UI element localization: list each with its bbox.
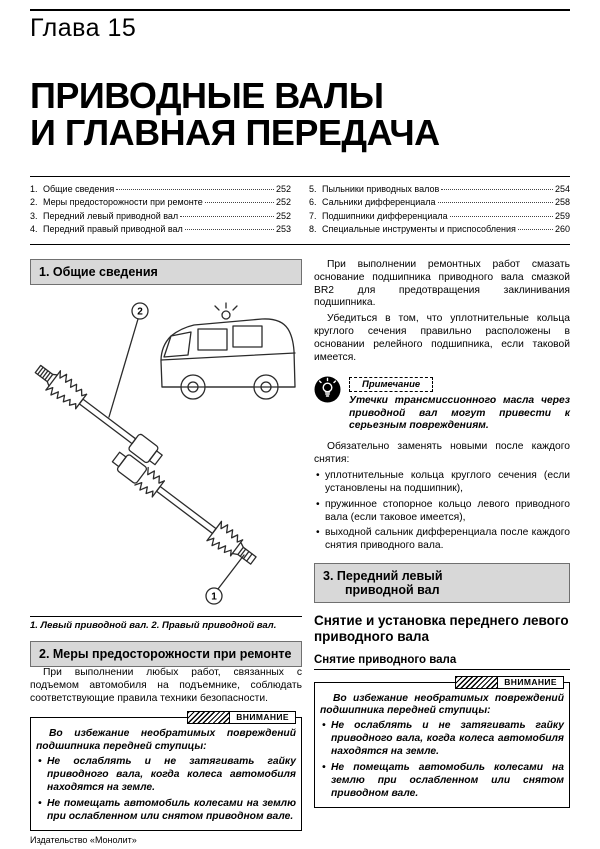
toc-leader [438, 202, 553, 203]
section-1-title: 1. Общие сведения [39, 264, 158, 279]
list-item-text: уплотнительные кольца круглого сечения (если установлены на подшипник), [325, 470, 570, 494]
toc-leader [116, 189, 274, 190]
paragraph: При выполнении любых работ, связанных с подъемом автомобиля на подъемнике, соблюдать соответствующие правила техники безопасности. [30, 666, 302, 704]
toc-entry [309, 210, 570, 224]
toc-entry-page: 252 [275, 197, 291, 208]
driveshaft-figure [30, 289, 302, 631]
warning-list-item-text: Не ослаблять и не затягивать гайку приводного вала, когда колеса автомобиля находятся на земле. [331, 720, 564, 758]
paragraph: Убедиться в том, что уплотнительные кольца круглого сечения правильно расположены в основании релейного подшипника, если таковой имеется. [314, 313, 570, 363]
chapter-heading: Глава 15 [30, 14, 137, 42]
toc-entry-label: Общие сведения [43, 183, 115, 194]
warning-box [314, 676, 570, 809]
paragraph: При выполнении ремонтных работ смазать основание подшипника приводного вала смазкой BR2 для предотвращения заклинивания подшипника. [314, 258, 570, 309]
callout-2 [109, 303, 148, 417]
page-title [30, 77, 570, 152]
note-text: Утечки трансмиссионного масла через приводной вал могут привести к серьезным повреждениям. [349, 394, 570, 432]
section-3-title: 3. Передний левый приводной вал [323, 569, 443, 598]
toc-entry-label: Подшипники дифференциала [322, 210, 448, 221]
list-item-text: пружинное стопорное кольцо левого приводного вала (если таковое имеется), [325, 498, 570, 523]
section-2-header [30, 641, 302, 667]
section-2-title: 2. Меры предосторожности при ремонте [39, 646, 292, 661]
procedure-heading: Снятие приводного вала [314, 654, 570, 670]
section-3-header [314, 563, 570, 603]
toc-entry-label: Пыльники приводных валов [322, 183, 440, 194]
toc-entry-number: 7. [309, 210, 317, 221]
right-column [314, 259, 570, 832]
toc-entry-label: Специальные инструменты и приспособления [322, 224, 516, 235]
warning-label: ВНИМАНИЕ [497, 676, 564, 689]
van-sketch [161, 303, 295, 399]
warning-box [30, 712, 302, 831]
warning-list-item [36, 798, 296, 824]
toc-entry [30, 196, 291, 210]
note-body [349, 374, 570, 434]
section-1-header [30, 259, 302, 285]
toc-entry-page: 254 [554, 183, 570, 194]
warning-stripes-icon [187, 711, 229, 724]
page-title-line2: И ГЛАВНАЯ ПЕРЕДАЧА [30, 112, 440, 154]
warning-list-item-text: Не помещать автомобиль колесами на землю при ослабленном или снятом приводном вале. [47, 797, 296, 822]
note-box [314, 374, 570, 434]
toc-entry-page: 252 [275, 183, 291, 194]
list-item-text: выходной сальник дифференциала после каждого снятия приводного вала. [325, 527, 570, 552]
toc-leader [441, 189, 553, 190]
toc-entry [30, 183, 291, 197]
left-column [30, 259, 302, 832]
toc-entry-label: Меры предосторожности при ремонте [43, 197, 203, 208]
list-item [314, 527, 570, 553]
warning-intro: Во избежание необратимых повреждений подшипника передней ступицы: [36, 728, 296, 753]
toc-leader [450, 216, 553, 217]
warning-list-item [36, 756, 296, 795]
page-title-line1: ПРИВОДНЫЕ ВАЛЫ [30, 75, 384, 116]
toc-leader [185, 229, 274, 230]
toc-entry-page: 252 [275, 210, 291, 221]
note-label: Примечание [349, 377, 433, 392]
subsection-heading: Снятие и установка переднего левого приводного вала [314, 613, 569, 645]
warning-list-item [320, 762, 564, 801]
warning-label: ВНИМАНИЕ [229, 711, 296, 724]
toc-entry-label: Сальники дифференциала [322, 197, 436, 208]
toc-entry-label: Передний левый приводной вал [43, 210, 179, 221]
warning-tag [455, 676, 564, 689]
figure-caption: 1. Левый приводной вал. 2. Правый приводной вал. [30, 616, 302, 631]
content-columns [30, 259, 570, 832]
table-of-contents [30, 176, 570, 245]
toc-entry [30, 210, 291, 224]
list-item [314, 499, 570, 525]
toc-entry [309, 183, 570, 197]
warning-list-item-text: Не ослаблять и не затягивать гайку приводного вала, когда колеса автомобиля находятся на земле. [47, 756, 296, 793]
toc-entry-number: 8. [309, 224, 317, 235]
toc-leader [518, 229, 553, 230]
callout-2-label: 2 [137, 306, 143, 318]
top-rule [30, 9, 570, 11]
lightbulb-icon [314, 376, 341, 403]
toc-entry-label: Передний правый приводной вал [43, 224, 183, 235]
toc-entry [309, 196, 570, 210]
toc-entry [30, 223, 291, 237]
toc-entry-page: 259 [554, 210, 570, 221]
toc-entry-number: 2. [30, 197, 38, 208]
toc-entry [309, 223, 570, 237]
toc-entry-number: 6. [309, 197, 317, 208]
toc-entry-page: 253 [275, 224, 291, 235]
publisher-footer: Издательство «Монолит» [30, 835, 137, 845]
list-item [314, 470, 570, 496]
driveshaft-illustration [30, 289, 302, 614]
toc-left-column [30, 183, 291, 237]
callout-1-label: 1 [211, 591, 217, 603]
warning-tag [187, 711, 296, 724]
toc-entry-number: 3. [30, 210, 38, 221]
warning-list-item [320, 720, 564, 759]
toc-entry-number: 5. [309, 183, 317, 194]
toc-entry-number: 4. [30, 224, 38, 235]
warning-list-item-text: Не помещать автомобиль колесами на землю при ослабленном или снятом приводном вале. [331, 761, 564, 799]
toc-leader [205, 202, 274, 203]
warning-stripes-icon [455, 676, 497, 689]
drive-shaft-right [108, 446, 261, 570]
warning-intro: Во избежание необратимых повреждений подшипника передней ступицы: [320, 692, 564, 717]
toc-leader [180, 216, 274, 217]
toc-entry-page: 258 [554, 197, 570, 208]
toc-entry-page: 260 [554, 224, 570, 235]
toc-right-column [309, 183, 570, 237]
drive-shaft-left [30, 358, 166, 470]
paragraph: Обязательно заменять новыми после каждого снятия: [314, 441, 570, 466]
toc-entry-number: 1. [30, 183, 38, 194]
